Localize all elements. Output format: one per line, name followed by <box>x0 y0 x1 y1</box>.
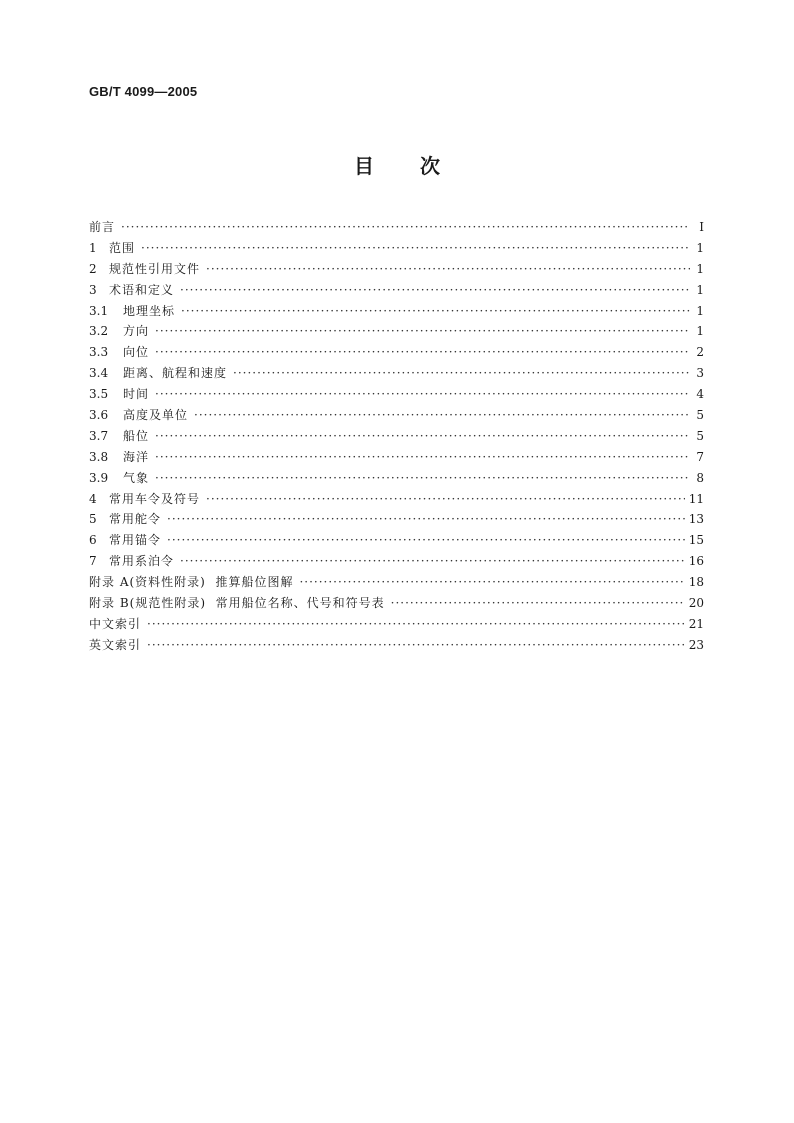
toc-leader-dots <box>180 280 690 301</box>
toc-entry-3-2[interactable] <box>89 321 704 342</box>
toc-entry-page: 3 <box>696 366 704 381</box>
toc-entry-number: 3.1 <box>89 303 109 318</box>
toc-entry-page: 13 <box>688 512 704 527</box>
toc-entry-6[interactable] <box>89 530 704 551</box>
toc-entry-foreword[interactable] <box>89 217 704 238</box>
toc-entry-page: 18 <box>688 575 704 590</box>
toc-entry-page: 2 <box>696 345 704 360</box>
toc-entry-appendix-b[interactable] <box>89 593 704 614</box>
toc-leader-dots <box>141 238 690 259</box>
toc-entry-text: 附录 B(规范性附录) 常用船位名称、代号和符号表 <box>89 596 385 611</box>
toc-entry-page: 1 <box>696 282 704 297</box>
toc-entry-number: 3.5 <box>89 387 109 402</box>
toc-entry-text: 距离、航程和速度 <box>123 366 228 381</box>
toc-entry-3-7[interactable] <box>89 426 704 447</box>
toc-entry-1[interactable] <box>89 238 704 259</box>
toc-leader-dots <box>181 301 690 322</box>
toc-entry-2[interactable] <box>89 259 704 280</box>
toc-title-char-2: 次 <box>420 154 440 178</box>
toc-entry-text: 英文索引 <box>89 637 142 652</box>
toc-leader-dots <box>180 551 685 572</box>
toc-entry-text: 中文索引 <box>89 616 142 631</box>
toc-leader-dots <box>206 259 690 280</box>
toc-entry-text: 常用车令及符号 <box>109 491 201 506</box>
toc-entry-text: 方向 <box>123 324 150 339</box>
toc-entry-page: 15 <box>688 533 704 548</box>
toc-entry-number: 3 <box>89 282 97 297</box>
toc-entry-3-8[interactable] <box>89 447 704 468</box>
toc-entry-number: 1 <box>89 240 97 255</box>
toc-entry-text: 气象 <box>123 470 150 485</box>
toc-entry-text: 时间 <box>123 387 150 402</box>
toc-entry-3-5[interactable] <box>89 384 704 405</box>
toc-entry-page: 7 <box>696 449 704 464</box>
toc-entry-page: 4 <box>696 387 704 402</box>
toc-entry-number: 4 <box>89 491 97 506</box>
toc-entry-text: 范围 <box>109 240 136 255</box>
toc-entry-3-6[interactable] <box>89 405 704 426</box>
toc-leader-dots <box>155 384 690 405</box>
toc-entry-text: 常用舵令 <box>109 512 162 527</box>
toc-leader-dots <box>155 342 690 363</box>
toc-entry-text: 前言 <box>89 220 116 234</box>
toc-entry-page: Ⅰ <box>699 220 704 234</box>
toc-entry-text: 附录 A(资料性附录) 推算船位图解 <box>89 575 294 590</box>
toc-entry-page: 5 <box>696 408 704 423</box>
toc-entry-page: 21 <box>688 616 704 631</box>
toc-leader-dots <box>299 572 684 593</box>
toc-entry-english-index[interactable] <box>89 635 704 656</box>
toc-leader-dots <box>391 593 685 614</box>
toc-entry-number: 7 <box>89 554 97 569</box>
toc-entry-text: 规范性引用文件 <box>109 261 201 276</box>
toc-entry-chinese-index[interactable] <box>89 614 704 635</box>
toc-entry-number: 3.6 <box>89 408 109 423</box>
toc-entry-number: 3.7 <box>89 428 109 443</box>
toc-entry-text: 海洋 <box>123 449 150 464</box>
toc-leader-dots <box>147 614 685 635</box>
toc-leader-dots <box>155 321 690 342</box>
toc-entry-number: 2 <box>89 261 97 276</box>
toc-entry-4[interactable] <box>89 489 704 510</box>
toc-entry-number: 3.4 <box>89 366 109 381</box>
toc-leader-dots <box>167 509 685 530</box>
toc-entry-number: 3.3 <box>89 345 109 360</box>
toc-entry-number: 3.2 <box>89 324 109 339</box>
toc-leader-dots <box>147 635 685 656</box>
toc-entry-number: 5 <box>89 512 97 527</box>
toc-leader-dots <box>167 530 685 551</box>
toc-entry-page: 23 <box>688 637 704 652</box>
table-of-contents <box>89 217 704 656</box>
toc-entry-7[interactable] <box>89 551 704 572</box>
toc-leader-dots <box>155 468 690 489</box>
toc-entry-page: 1 <box>696 303 704 318</box>
toc-leader-dots <box>206 489 685 510</box>
toc-entry-number: 3.9 <box>89 470 109 485</box>
toc-entry-3[interactable] <box>89 280 704 301</box>
toc-title <box>0 150 794 179</box>
toc-entry-page: 11 <box>688 491 704 506</box>
toc-leader-dots <box>194 405 690 426</box>
toc-entry-page: 1 <box>696 324 704 339</box>
toc-entry-3-4[interactable] <box>89 363 704 384</box>
toc-entry-page: 20 <box>688 596 704 611</box>
toc-entry-3-9[interactable] <box>89 468 704 489</box>
toc-entry-page: 1 <box>696 240 704 255</box>
toc-leader-dots <box>121 217 690 238</box>
toc-entry-text: 常用锚令 <box>109 533 162 548</box>
toc-entry-page: 8 <box>696 470 704 485</box>
toc-entry-number: 6 <box>89 533 97 548</box>
toc-title-char-1: 目 <box>354 154 374 178</box>
toc-entry-text: 高度及单位 <box>123 408 189 423</box>
toc-entry-text: 地理坐标 <box>123 303 176 318</box>
toc-entry-appendix-a[interactable] <box>89 572 704 593</box>
toc-entry-5[interactable] <box>89 509 704 530</box>
toc-entry-text: 船位 <box>123 428 150 443</box>
toc-entry-3-1[interactable] <box>89 301 704 322</box>
toc-entry-3-3[interactable] <box>89 342 704 363</box>
toc-entry-number: 3.8 <box>89 449 109 464</box>
toc-entry-page: 5 <box>696 428 704 443</box>
toc-leader-dots <box>233 363 690 384</box>
toc-entry-page: 16 <box>688 554 704 569</box>
toc-leader-dots <box>155 426 690 447</box>
toc-entry-page: 1 <box>696 261 704 276</box>
toc-entry-text: 术语和定义 <box>109 282 175 297</box>
toc-entry-text: 向位 <box>123 345 150 360</box>
toc-leader-dots <box>155 447 690 468</box>
standard-code: GB/T 4099—2005 <box>89 84 198 99</box>
toc-entry-text: 常用系泊令 <box>109 554 175 569</box>
